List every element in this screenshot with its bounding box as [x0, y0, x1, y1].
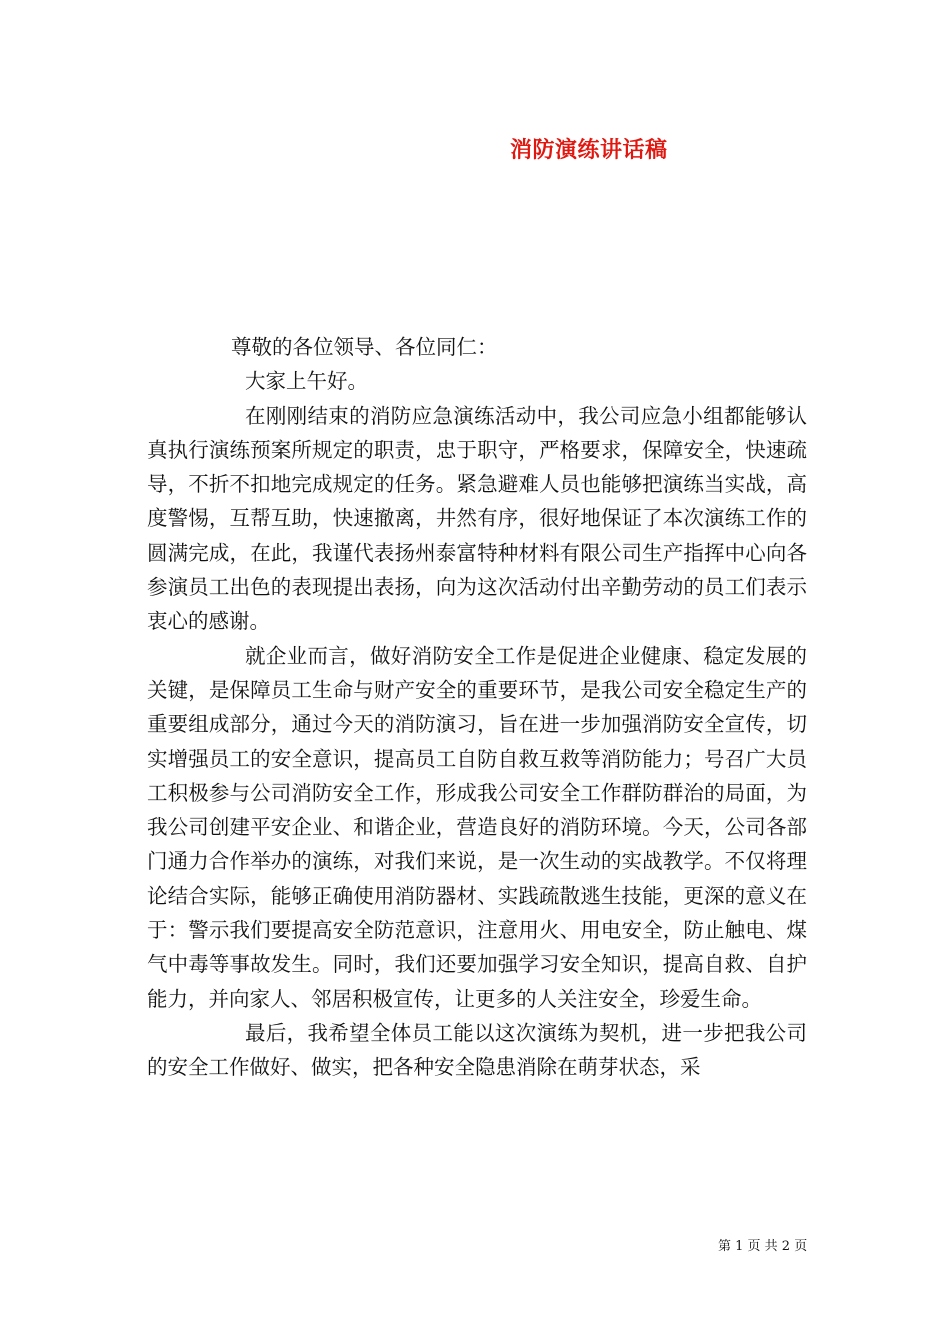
document-title: 消防演练讲话稿: [510, 137, 668, 163]
document-body: [147, 330, 807, 1085]
paragraph-3: 最后，我希望全体员工能以这次演练为契机，进一步把我公司的安全工作做好、做实，把各种安全隐患消除在萌芽状态，采: [147, 1020, 807, 1080]
paragraph-1: 在刚刚结束的消防应急演练活动中，我公司应急小组都能够认真执行演练预案所规定的职责，忠于职守，严格要求，保障安全，快速疏导，不折不扣地完成规定的任务。紧急避难人员也能够把演练当实战，高度警惕，互帮互助，快速撤离，井然有序，很好地保证了本次演练工作的圆满完成，在此，我谨代表扬州泰富特种材料有限公司生产指挥中心向各参演员工出色的表现提出表扬，向为这次活动付出辛勤劳动的员工们表示衷心的感谢。: [147, 403, 807, 634]
salutation: 尊敬的各位领导、各位同仁：: [231, 335, 498, 359]
greeting: 大家上午好。: [245, 369, 368, 394]
page-number-footer: 第 1 页 共 2 页: [718, 1239, 808, 1254]
paragraph-2: 就企业而言，做好消防安全工作是促进企业健康、稳定发展的关键，是保障员工生命与财产安全的重要环节，是我公司安全稳定生产的重要组成部分，通过今天的消防演习，旨在进一步加强消防安全宣传，切实增强员工的安全意识，提高员工自防自救互救等消防能力；号召广大员工积极参与公司消防安全工作，形成我公司安全工作群防群治的局面，为我公司创建平安企业、和谐企业，营造良好的消防环境。今天，公司各部门通力合作举办的演练，对我们来说，是一次生动的实战教学。不仅将理论结合实际，能够正确使用消防器材、实践疏散逃生技能，更深的意义在于：警示我们要提高安全防范意识，注意用火、用电安全，防止触电、煤气中毒等事故发生。同时，我们还要加强学习安全知识，提高自救、自护能力，并向家人、邻居积极宣传，让更多的人关注安全，珍爱生命。: [147, 643, 807, 1011]
